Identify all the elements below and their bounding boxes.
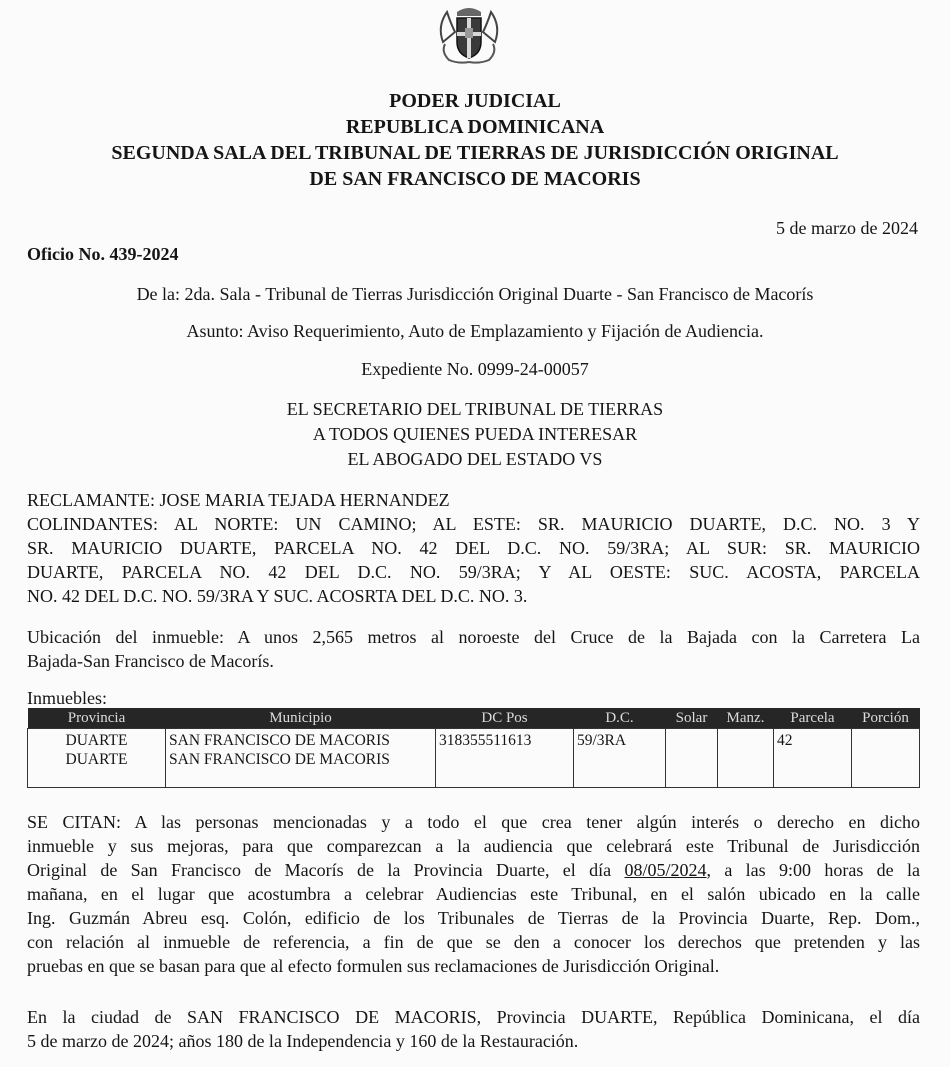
header-line-1: PODER JUDICIAL xyxy=(389,90,561,112)
colindantes-line: SR. MAURICIO DUARTE, PARCELA NO. 42 DEL D.C. NO. 59/3RA; AL SUR: SR. MAURICIO xyxy=(27,538,920,558)
reclamante: RECLAMANTE: JOSE MARIA TEJADA HERNANDEZ xyxy=(27,490,450,510)
column-header: Solar xyxy=(666,708,718,729)
dc-cell: 59/3RA xyxy=(574,729,666,788)
municipio-value: SAN FRANCISCO DE MACORIS xyxy=(169,751,390,768)
ubicacion xyxy=(27,625,920,673)
header-line-3: SEGUNDA SALA DEL TRIBUNAL DE TIERRAS DE JURISDICCIÓN ORIGINAL xyxy=(111,142,839,164)
coat-of-arms-icon xyxy=(433,2,505,70)
column-header: D.C. xyxy=(574,708,666,729)
citan-line: mañana, en el lugar que acostumbra a celebrar Audiencias este Tribunal, en el salón ubicado en la calle xyxy=(27,884,920,904)
oficio-number: Oficio No. 439-2024 xyxy=(27,244,179,264)
citan-line: inmueble y sus mejoras, para que comparezcan a la audiencia que celebrará este Tribunal de Jurisdicción xyxy=(27,836,920,856)
hearing-date: 08/05/2024 xyxy=(624,860,707,880)
solar-cell xyxy=(666,729,718,788)
parcela-cell: 42 xyxy=(774,729,852,788)
ubicacion-line: Bajada-San Francisco de Macorís. xyxy=(27,651,274,671)
column-header: Porción xyxy=(852,708,920,729)
se-citan-paragraph xyxy=(27,810,920,978)
header-line-2: REPUBLICA DOMINICANA xyxy=(345,116,605,138)
colindantes-line: NO. 42 DEL D.C. NO. 59/3RA Y SUC. ACOSRTA DEL D.C. NO. 3. xyxy=(27,586,528,606)
asunto-line: Asunto: Aviso Requerimiento, Auto de Emplazamiento y Fijación de Audiencia. xyxy=(186,321,764,341)
table-row xyxy=(28,729,920,788)
dc-pos-cell: 318355511613 xyxy=(436,729,574,788)
citan-line: pruebas en que se basan para que al efecto formulen sus reclamaciones de Jurisdicción Original. xyxy=(27,956,720,976)
colindantes-line: DUARTE, PARCELA NO. 42 DEL D.C. NO. 59/3RA; Y AL OESTE: SUC. ACOSTA, PARCELA xyxy=(27,562,920,582)
citan-text: , a las 9:00 horas de la xyxy=(706,860,920,880)
provincia-value: DUARTE xyxy=(65,751,128,768)
colindantes xyxy=(27,512,920,608)
expediente-line: Expediente No. 0999-24-00057 xyxy=(361,359,589,379)
address-line-1: EL SECRETARIO DEL TRIBUNAL DE TIERRAS xyxy=(286,399,664,419)
citan-line: Ing. Guzmán Abreu esq. Colón, edificio de los Tribunales de Tierras de la Provincia Duarte, Rep. Dom., xyxy=(27,908,920,928)
municipio-cell xyxy=(166,729,436,788)
ciudad-line: 5 de marzo de 2024; años 180 de la Independencia y 160 de la Restauración. xyxy=(27,1031,579,1051)
colindantes-line: COLINDANTES: AL NORTE: UN CAMINO; AL ESTE: SR. MAURICIO DUARTE, D.C. NO. 3 Y xyxy=(27,514,920,534)
ciudad-paragraph xyxy=(27,1005,920,1053)
provincia-value: DUARTE xyxy=(65,732,128,749)
inmuebles-label: Inmuebles: xyxy=(27,688,107,708)
inmuebles-table xyxy=(27,708,920,788)
ubicacion-line: Ubicación del inmueble: A unos 2,565 metros al noroeste del Cruce de la Bajada con la Carretera La xyxy=(27,627,920,647)
ciudad-line: En la ciudad de SAN FRANCISCO DE MACORIS, Provincia DUARTE, República Dominicana, el día xyxy=(27,1007,920,1027)
citan-text: Original de San Francisco de Macorís de la Provincia Duarte, el día xyxy=(27,860,625,880)
de-la-line: De la: 2da. Sala - Tribunal de Tierras Jurisdicción Original Duarte - San Francisco de Macorís xyxy=(136,284,814,304)
citan-line: con relación al inmueble de referencia, a fin de que se den a conocer los derechos que pretenden y las xyxy=(27,932,920,952)
document-date: 5 de marzo de 2024 xyxy=(776,218,918,238)
provincia-cell xyxy=(28,729,166,788)
address-line-3: EL ABOGADO DEL ESTADO VS xyxy=(347,449,603,469)
column-header: Parcela xyxy=(774,708,852,729)
header-line-4: DE SAN FRANCISCO DE MACORIS xyxy=(309,168,641,190)
table-header-row xyxy=(28,708,920,729)
column-header: Municipio xyxy=(166,708,436,729)
municipio-value: SAN FRANCISCO DE MACORIS xyxy=(169,732,390,749)
citan-line xyxy=(27,858,920,882)
porcion-cell xyxy=(852,729,920,788)
column-header: DC Pos xyxy=(436,708,574,729)
manz-cell xyxy=(718,729,774,788)
address-line-2: A TODOS QUIENES PUEDA INTERESAR xyxy=(312,424,638,444)
column-header: Provincia xyxy=(28,708,166,729)
citan-line: SE CITAN: A las personas mencionadas y a todo el que crea tener algún interés o derecho en dicho xyxy=(27,812,920,832)
column-header: Manz. xyxy=(718,708,774,729)
